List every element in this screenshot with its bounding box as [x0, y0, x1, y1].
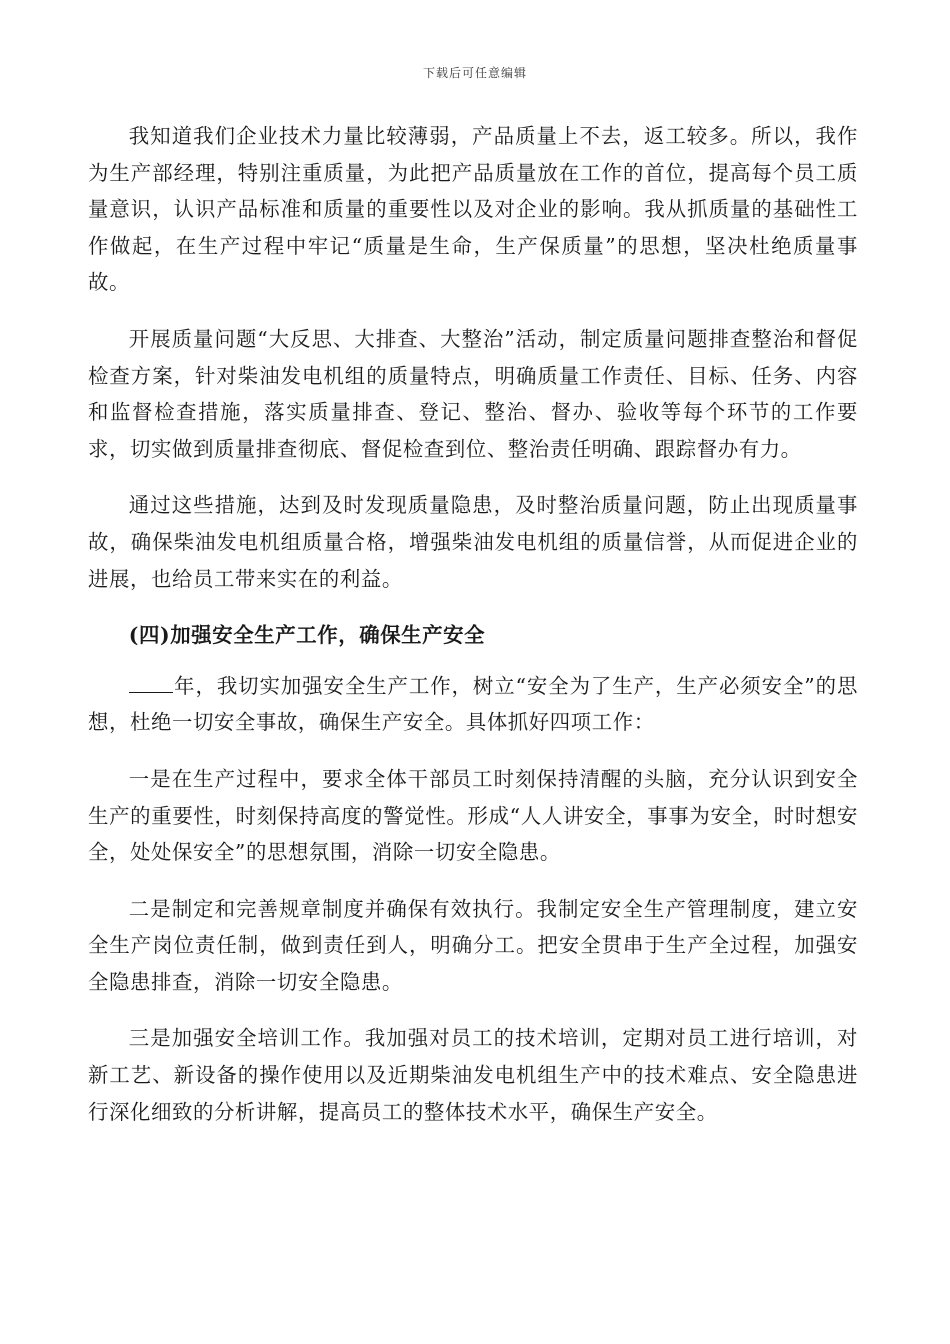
work-item-2: 二是制定和完善规章制度并确保有效执行。我制定安全生产管理制度，建立安全生产岗位责任制，做到责任到人，明确分工。把安全贯串于生产全过程，加强安全隐患排查，消除一切安全隐患。 — [88, 896, 858, 994]
page-header-note: 下载后可任意编辑 — [422, 66, 527, 80]
document-body — [88, 118, 858, 1150]
year-blank — [129, 672, 173, 693]
paragraph-quality-results: 通过这些措施，达到及时发现质量隐患，及时整治质量问题，防止出现质量事故，确保柴油发电机组质量合格，增强柴油发电机组的质量信誉，从而促进企业的进展，也给员工带来实在的利益。 — [88, 493, 858, 591]
paragraph-safety-intro — [88, 668, 858, 741]
paragraph-quality-campaign: 开展质量问题“大反思、大排查、大整治”活动，制定质量问题排查整治和督促检查方案，针对柴油发电机组的质量特点，明确质量工作责任、目标、任务、内容和监督检查措施，落实质量排查、登记、整治、督办、验收等每个环节的工作要求，切实做到质量排查彻底、督促检查到位、整治责任明确、跟踪督办有力。 — [88, 326, 858, 461]
work-item-1: 一是在生产过程中，要求全体干部员工时刻保持清醒的头脑，充分认识到安全生产的重要性，时刻保持高度的警觉性。形成“人人讲安全，事事为安全，时时想安全，处处保安全”的思想氛围，消除一切安全隐患。 — [88, 766, 858, 865]
section-heading: (四)加强安全生产工作，确保生产安全 — [128, 623, 486, 648]
paragraph-quality-awareness: 我知道我们企业技术力量比较薄弱，产品质量上不去，返工较多。所以，我作为生产部经理，特别注重质量，为此把产品质量放在工作的首位，提高每个员工质量意识，认识产品标准和质量的重要性以及对企业的影响。我从抓质量的基础性工作做起，在生产过程中牢记“质量是生命，生产保质量”的思想，坚决杜绝质量事故。 — [88, 124, 858, 295]
safety-intro-text: 年，我切实加强安全生产工作，树立“安全为了生产，生产必须安全”的思想，杜绝一切安全事故，确保生产安全。具体抓好四项工作： — [88, 673, 858, 735]
work-item-3: 三是加强安全培训工作。我加强对员工的技术培训，定期对员工进行培训，对新工艺、新设备的操作使用以及近期柴油发电机组生产中的技术难点、安全隐患进行深化细致的分析讲解，提高员工的整体技术水平，确保生产安全。 — [88, 1026, 858, 1124]
